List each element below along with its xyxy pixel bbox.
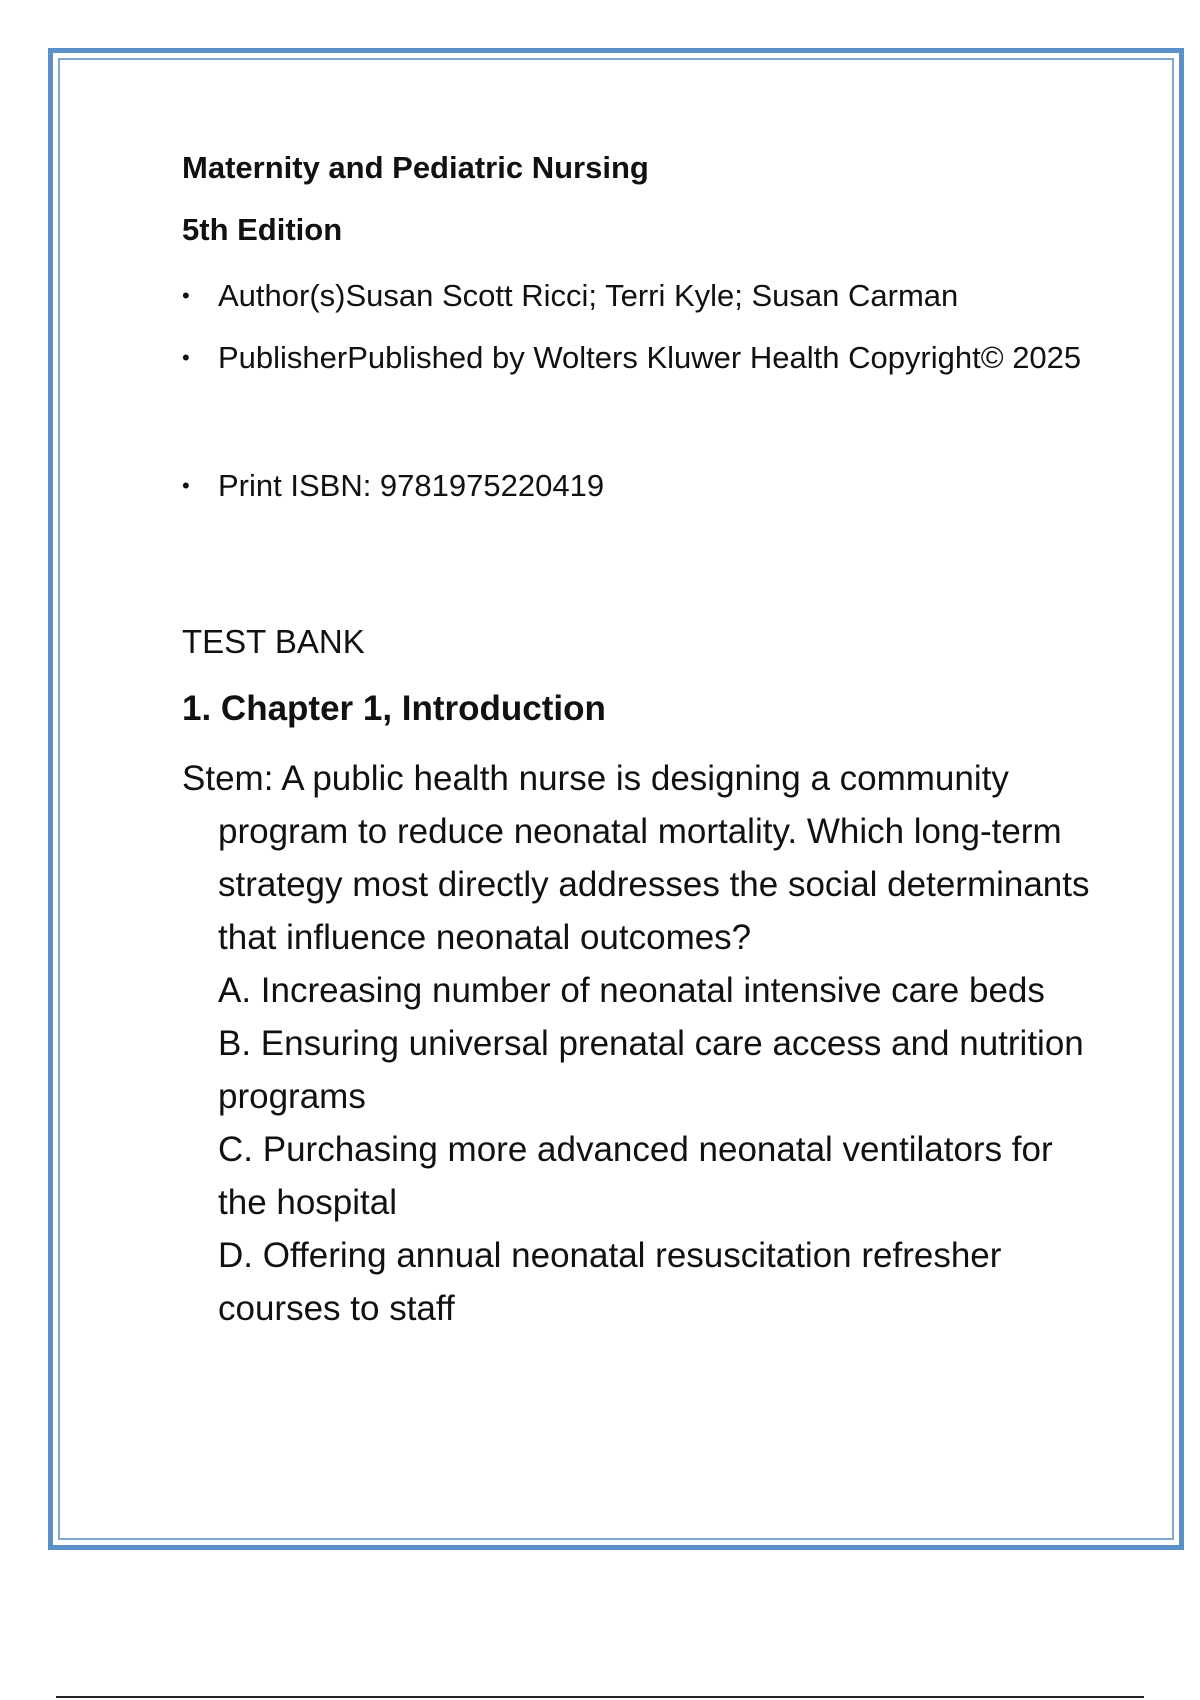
meta-item-author-text: Author(s)Susan Scott Ricci; Terri Kyle; Susan Carman: [218, 278, 959, 313]
bullet-icon: •: [182, 283, 190, 308]
book-edition: 5th Edition: [182, 212, 343, 247]
answer-options: [182, 964, 1102, 1335]
book-title: Maternity and Pediatric Nursing: [182, 150, 649, 185]
section-label: TEST BANK: [182, 623, 365, 660]
meta-item-isbn-text: Print ISBN: 9781975220419: [218, 468, 605, 503]
meta-item-publisher: [182, 334, 1102, 382]
meta-item-publisher-text: PublisherPublished by Wolters Kluwer Health Copyright© 2025: [218, 340, 1082, 375]
footer-rule: [56, 1696, 1144, 1698]
meta-item-isbn: [182, 462, 1102, 510]
answer-option-a: A. Increasing number of neonatal intensive care beds: [218, 971, 1045, 1010]
meta-item-author: [182, 272, 1102, 320]
book-meta-list: [182, 272, 1102, 510]
answer-option-c: C. Purchasing more advanced neonatal ventilators for the hospital: [218, 1130, 1053, 1222]
answer-option-b: B. Ensuring universal prenatal care access and nutrition programs: [218, 1024, 1084, 1116]
bullet-icon: •: [182, 345, 190, 370]
question-stem: Stem: A public health nurse is designing a community program to reduce neonatal mortality. Which long-term strategy most directly addresses the social determinants that influence neonatal outcomes?: [182, 759, 1090, 957]
answer-option-d: D. Offering annual neonatal resuscitation refresher courses to staff: [218, 1236, 1002, 1328]
question-heading: 1. Chapter 1, Introduction: [182, 689, 606, 728]
document-content: [182, 148, 1102, 1335]
bullet-icon: •: [182, 473, 190, 498]
